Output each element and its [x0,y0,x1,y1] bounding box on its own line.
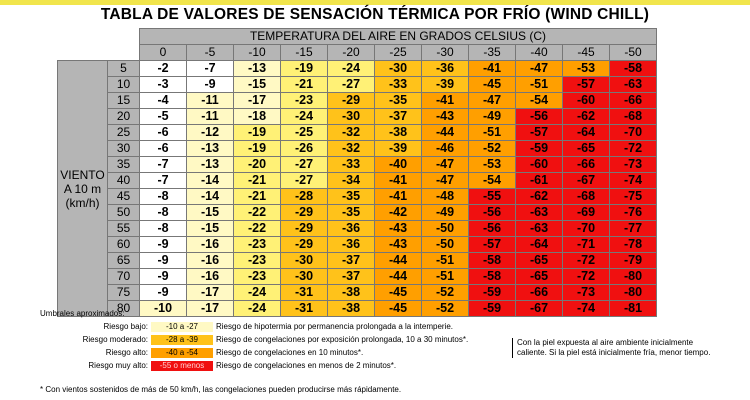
corner-blank [58,29,140,45]
wind-speed-cell: 80 [108,301,140,317]
temperature-header: TEMPERATURA DEL AIRE EN GRADOS CELSIUS (C) [140,29,657,45]
wind-chill-cell: -59 [469,301,516,317]
wind-chill-cell: -67 [563,173,610,189]
wind-chill-cell: -16 [187,237,234,253]
wind-chill-cell: -47 [469,93,516,109]
wind-chill-cell: -63 [516,205,563,221]
wind-chill-cell: -17 [234,93,281,109]
wind-chill-cell: -13 [187,141,234,157]
wind-chill-cell: -24 [328,61,375,77]
wind-chill-cell: -33 [375,77,422,93]
wind-chill-cell: -27 [328,77,375,93]
wind-chill-cell: -30 [281,269,328,285]
wind-chill-cell: -58 [610,61,657,77]
wind-chill-cell: -63 [516,221,563,237]
wind-chill-cell: -72 [563,253,610,269]
wind-chill-cell: -30 [328,109,375,125]
wind-chill-cell: -39 [422,77,469,93]
wind-chill-cell: -57 [516,125,563,141]
wind-speed-cell: 35 [108,157,140,173]
wind-chill-cell: -73 [563,285,610,301]
wind-chill-cell: -54 [516,93,563,109]
wind-chill-cell: -60 [516,157,563,173]
wind-chill-cell: -41 [375,189,422,205]
wind-chill-cell: -65 [516,269,563,285]
wind-chill-table [57,28,657,317]
wind-chill-cell: -30 [375,61,422,77]
wind-chill-cell: -8 [140,189,187,205]
wind-chill-cell: -56 [469,221,516,237]
wind-chill-cell: -32 [328,141,375,157]
table-row [58,205,657,221]
wind-chill-cell: -74 [563,301,610,317]
wind-chill-cell: -75 [610,189,657,205]
wind-chill-cell: -17 [187,301,234,317]
wind-chill-cell: -65 [516,253,563,269]
wind-chill-cell: -39 [375,141,422,157]
wind-chill-cell: -29 [281,205,328,221]
wind-chill-cell: -45 [375,285,422,301]
wind-chill-cell: -22 [234,221,281,237]
wind-chill-cell: -29 [328,93,375,109]
wind-chill-cell: -35 [375,93,422,109]
wind-chill-cell: -24 [281,109,328,125]
wind-chill-cell: -37 [328,269,375,285]
wind-chill-cell: -38 [328,301,375,317]
wind-chill-cell: -79 [610,253,657,269]
wind-chill-cell: -45 [375,301,422,317]
wind-chill-cell: -15 [187,221,234,237]
wind-chill-cell: -51 [469,125,516,141]
temperature-col-header: -45 [563,45,610,61]
wind-chill-cell: -54 [469,173,516,189]
legend-item [0,322,750,333]
wind-chill-cell: -3 [140,77,187,93]
wind-chill-cell: -25 [281,125,328,141]
wind-chill-cell: -21 [234,189,281,205]
wind-chill-cell: -49 [422,205,469,221]
wind-chill-cell: -20 [234,157,281,173]
legend-description: Riesgo de congelaciones por exposición prolongada, 10 a 30 minutos*. [216,335,469,344]
wind-chill-cell: -14 [187,189,234,205]
wind-chill-cell: -7 [187,61,234,77]
wind-speed-cell: 5 [108,61,140,77]
legend-label: Riesgo moderado: [82,335,148,344]
wind-chill-cell: -35 [328,189,375,205]
page-title: TABLA DE VALORES DE SENSACIÓN TÉRMICA POR FRÍO (WIND CHILL) [100,6,650,23]
wind-speed-cell: 10 [108,77,140,93]
wind-chill-cell: -52 [422,285,469,301]
wind-chill-cell: -7 [140,173,187,189]
wind-chill-cell: -74 [610,173,657,189]
wind-chill-cell: -81 [610,301,657,317]
wind-chill-cell: -35 [328,205,375,221]
wind-speed-cell: 25 [108,125,140,141]
wind-chill-cell: -8 [140,221,187,237]
legend-range-box: -28 a -39 [151,335,213,345]
table-row [58,269,657,285]
wind-chill-cell: -10 [140,301,187,317]
wind-chill-cell: -44 [375,269,422,285]
wind-chill-cell: -76 [610,205,657,221]
wind-chill-cell: -26 [281,141,328,157]
wind-chill-cell: -70 [610,125,657,141]
table-row [58,61,657,77]
wind-chill-cell: -73 [610,157,657,173]
wind-chill-cell: -68 [563,189,610,205]
wind-chill-cell: -9 [140,237,187,253]
top-accent-bar [0,0,750,5]
wind-chill-cell: -31 [281,301,328,317]
wind-speed-cell: 15 [108,93,140,109]
wind-chill-cell: -13 [234,61,281,77]
wind-chill-cell: -17 [187,285,234,301]
wind-chill-cell: -52 [422,301,469,317]
wind-chill-cell: -36 [422,61,469,77]
temperature-col-header: -50 [610,45,657,61]
wind-chill-cell: -72 [610,141,657,157]
wind-chill-cell: -72 [563,269,610,285]
wind-chill-cell: -66 [563,157,610,173]
legend-label: Riesgo muy alto: [88,361,148,370]
wind-chill-cell: -38 [375,125,422,141]
wind-chill-cell: -16 [187,269,234,285]
wind-chill-cell: -37 [375,109,422,125]
wind-chill-cell: -62 [563,109,610,125]
wind-chill-cell: -2 [140,61,187,77]
wind-chill-cell: -29 [281,237,328,253]
wind-chill-cell: -9 [187,77,234,93]
legend-description: Riesgo de hipotermia por permanencia prolongada a la intemperie. [216,322,454,331]
table-row [58,93,657,109]
wind-speed-cell: 55 [108,221,140,237]
wind-chill-cell: -65 [563,141,610,157]
wind-chill-cell: -51 [422,253,469,269]
footnote: * Con vientos sostenidos de más de 50 km/h, las congelaciones pueden producirse más rápidamente. [40,385,402,394]
wind-speed-cell: 75 [108,285,140,301]
wind-chill-cell: -49 [469,109,516,125]
wind-chill-cell: -36 [328,221,375,237]
wind-chill-cell: -70 [563,221,610,237]
wind-chill-cell: -30 [281,253,328,269]
wind-chill-cell: -13 [187,157,234,173]
wind-chill-cell: -11 [187,93,234,109]
table-row [58,253,657,269]
wind-chill-cell: -40 [375,157,422,173]
wind-speed-cell: 50 [108,205,140,221]
wind-chill-cell: -66 [516,285,563,301]
wind-chill-cell: -19 [281,61,328,77]
table-row [58,237,657,253]
wind-chill-cell: -12 [187,125,234,141]
corner-blank [58,45,140,61]
legend-description: Riesgo de congelaciones en menos de 2 minutos*. [216,361,397,370]
table-row [58,173,657,189]
temperature-col-header: -25 [375,45,422,61]
wind-chill-cell: -33 [328,157,375,173]
wind-chill-cell: -28 [281,189,328,205]
wind-chill-cell: -9 [140,285,187,301]
wind-chill-cell: -78 [610,237,657,253]
wind-chill-cell: -51 [422,269,469,285]
wind-chill-cell: -16 [187,253,234,269]
wind-chill-cell: -29 [281,221,328,237]
wind-chill-cell: -64 [563,125,610,141]
table-row [58,285,657,301]
wind-chill-cell: -42 [375,205,422,221]
wind-chill-cell: -31 [281,285,328,301]
wind-chill-cell: -23 [234,253,281,269]
wind-chill-cell: -14 [187,173,234,189]
wind-chill-cell: -32 [328,125,375,141]
legend-side-note: Con la piel expuesta al aire ambiente inicialmente caliente. Si la piel está inicialmente fría, menor tiempo. [512,338,717,358]
wind-speed-cell: 65 [108,253,140,269]
legend-item [0,361,750,372]
wind-chill-cell: -47 [422,173,469,189]
wind-chill-cell: -7 [140,157,187,173]
wind-chill-cell: -77 [610,221,657,237]
wind-chill-cell: -36 [328,237,375,253]
wind-chill-cell: -24 [234,301,281,317]
wind-chill-cell: -69 [563,205,610,221]
wind-chill-cell: -50 [422,237,469,253]
table-row [58,141,657,157]
wind-chill-cell: -44 [422,125,469,141]
wind-chill-cell: -50 [422,221,469,237]
wind-chill-cell: -27 [281,157,328,173]
temperature-col-header: -40 [516,45,563,61]
wind-chill-cell: -34 [328,173,375,189]
wind-chill-cell: -57 [563,77,610,93]
legend-description: Riesgo de congelaciones en 10 minutos*. [216,348,364,357]
wind-chill-cell: -55 [469,189,516,205]
wind-chill-cell: -23 [281,93,328,109]
table-row [58,125,657,141]
table-row [58,77,657,93]
temperature-col-header: -15 [281,45,328,61]
wind-chill-cell: -18 [234,109,281,125]
legend-range-box: -40 a -54 [151,348,213,358]
wind-chill-cell: -53 [469,157,516,173]
table-row [58,157,657,173]
wind-chill-cell: -44 [375,253,422,269]
wind-chill-cell: -19 [234,141,281,157]
wind-chill-cell: -8 [140,205,187,221]
wind-speed-cell: 60 [108,237,140,253]
temperature-col-header: 0 [140,45,187,61]
wind-chill-cell: -9 [140,253,187,269]
temperature-col-header: -30 [422,45,469,61]
wind-chill-cell: -27 [281,173,328,189]
wind-chill-cell: -5 [140,109,187,125]
wind-chill-cell: -23 [234,269,281,285]
wind-chill-cell: -67 [516,301,563,317]
wind-chill-cell: -59 [516,141,563,157]
legend-label: Riesgo bajo: [103,322,148,331]
wind-chill-cell: -47 [516,61,563,77]
wind-chill-cell: -41 [469,61,516,77]
wind-chill-cell: -15 [187,205,234,221]
wind-speed-cell: 30 [108,141,140,157]
wind-chill-cell: -43 [422,109,469,125]
wind-chill-cell: -62 [516,189,563,205]
wind-chill-cell: -23 [234,237,281,253]
wind-chill-cell: -64 [516,237,563,253]
wind-chill-cell: -80 [610,285,657,301]
wind-chill-cell: -68 [610,109,657,125]
wind-chill-cell: -60 [563,93,610,109]
legend-range-box: -10 a -27 [151,322,213,332]
wind-speed-cell: 20 [108,109,140,125]
wind-chill-cell: -21 [234,173,281,189]
wind-chill-cell: -4 [140,93,187,109]
temperature-col-header: -5 [187,45,234,61]
table-row [58,301,657,317]
wind-chill-cell: -71 [563,237,610,253]
legend-label: Riesgo alto: [105,348,148,357]
wind-chill-cell: -41 [375,173,422,189]
wind-chill-cell: -80 [610,269,657,285]
wind-chill-cell: -59 [469,285,516,301]
wind-chill-cell: -56 [516,109,563,125]
table-row [58,221,657,237]
legend-range-box: -55 o menos [151,361,213,371]
wind-chill-cell: -57 [469,237,516,253]
table-row [58,109,657,125]
wind-chill-cell: -24 [234,285,281,301]
wind-chill-cell: -52 [469,141,516,157]
wind-chill-cell: -46 [422,141,469,157]
wind-chill-cell: -37 [328,253,375,269]
wind-speed-cell: 40 [108,173,140,189]
wind-chill-cell: -53 [563,61,610,77]
wind-chill-cell: -19 [234,125,281,141]
temperature-col-header: -35 [469,45,516,61]
wind-chill-cell: -63 [610,77,657,93]
wind-chill-cell: -48 [422,189,469,205]
wind-chill-cell: -38 [328,285,375,301]
wind-chill-cell: -9 [140,269,187,285]
wind-speed-cell: 70 [108,269,140,285]
wind-chill-cell: -6 [140,141,187,157]
wind-chill-cell: -47 [422,157,469,173]
wind-chill-cell: -43 [375,237,422,253]
wind-chill-cell: -43 [375,221,422,237]
wind-chill-cell: -51 [516,77,563,93]
wind-chill-cell: -58 [469,269,516,285]
temperature-col-header: -20 [328,45,375,61]
wind-chill-cell: -66 [610,93,657,109]
temperature-col-header: -10 [234,45,281,61]
table-row [58,189,657,205]
wind-label: VIENTO A 10 m (km/h) [58,61,108,317]
wind-chill-cell: -11 [187,109,234,125]
wind-chill-cell: -45 [469,77,516,93]
legend-title: Umbrales aproximados: [40,309,125,318]
wind-chill-cell: -22 [234,205,281,221]
wind-chill-cell: -41 [422,93,469,109]
wind-chill-cell: -61 [516,173,563,189]
wind-chill-cell: -6 [140,125,187,141]
wind-chill-cell: -15 [234,77,281,93]
wind-chill-cell: -58 [469,253,516,269]
wind-chill-cell: -21 [281,77,328,93]
wind-speed-cell: 45 [108,189,140,205]
wind-chill-cell: -56 [469,205,516,221]
